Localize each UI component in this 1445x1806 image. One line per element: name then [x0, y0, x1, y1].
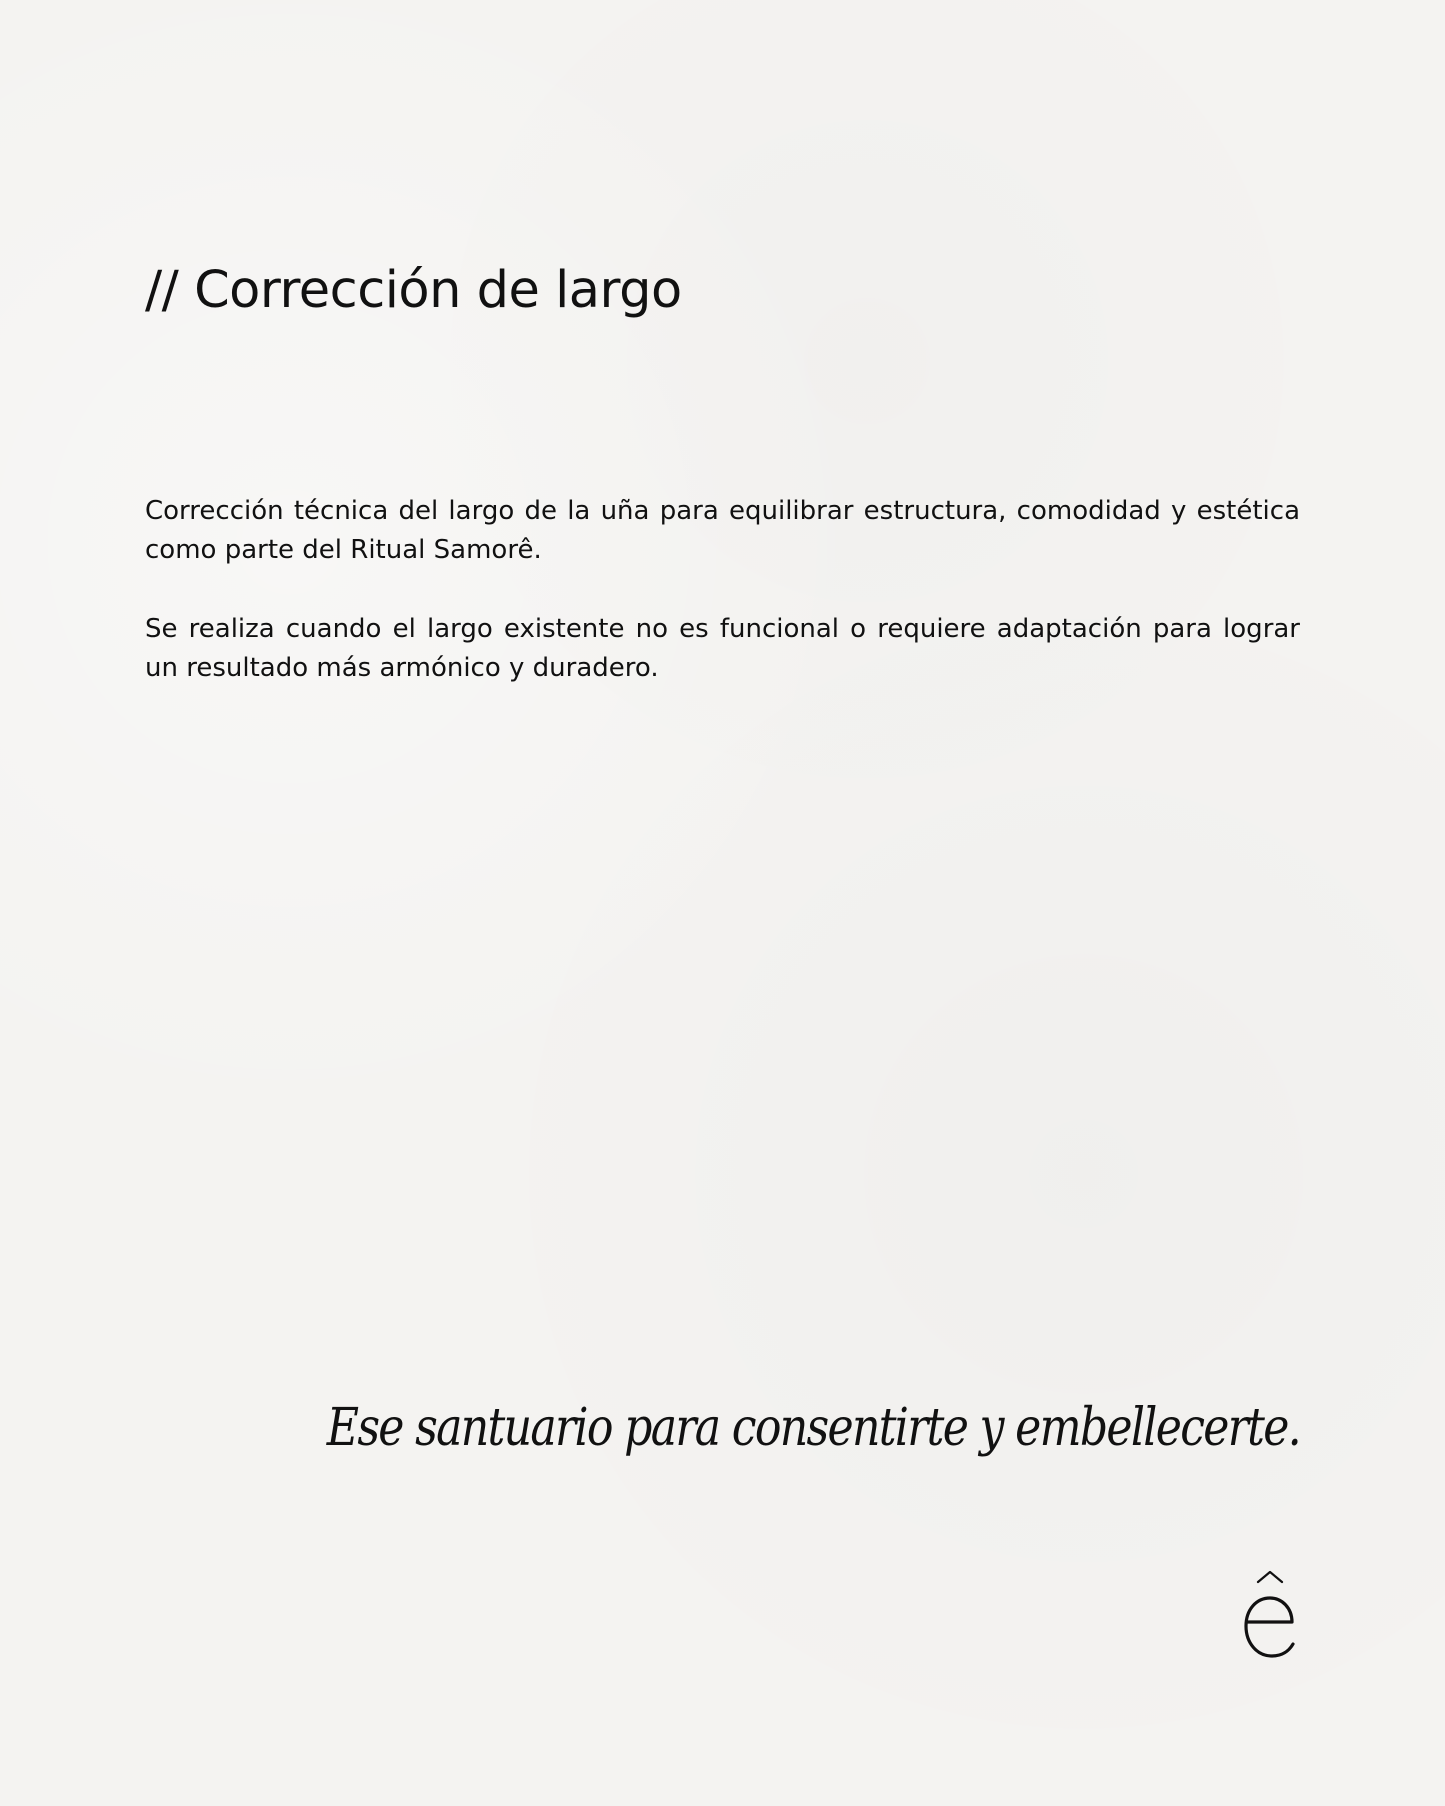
page-title: // Corrección de largo [145, 261, 682, 320]
e-circumflex-logo-icon [1240, 1566, 1300, 1662]
description-paragraph-2: Se realiza cuando el largo existente no es funcional o requiere adaptación para lograr un resultado más armónico y duradero. [145, 614, 1300, 683]
description-paragraph-1: Corrección técnica del largo de la uña para equilibrar estructura, comodidad y estética como parte del Ritual Samorê. [145, 496, 1300, 565]
script-tagline: Ese santuario para consentirte y embellecerte. [326, 1398, 1300, 1458]
